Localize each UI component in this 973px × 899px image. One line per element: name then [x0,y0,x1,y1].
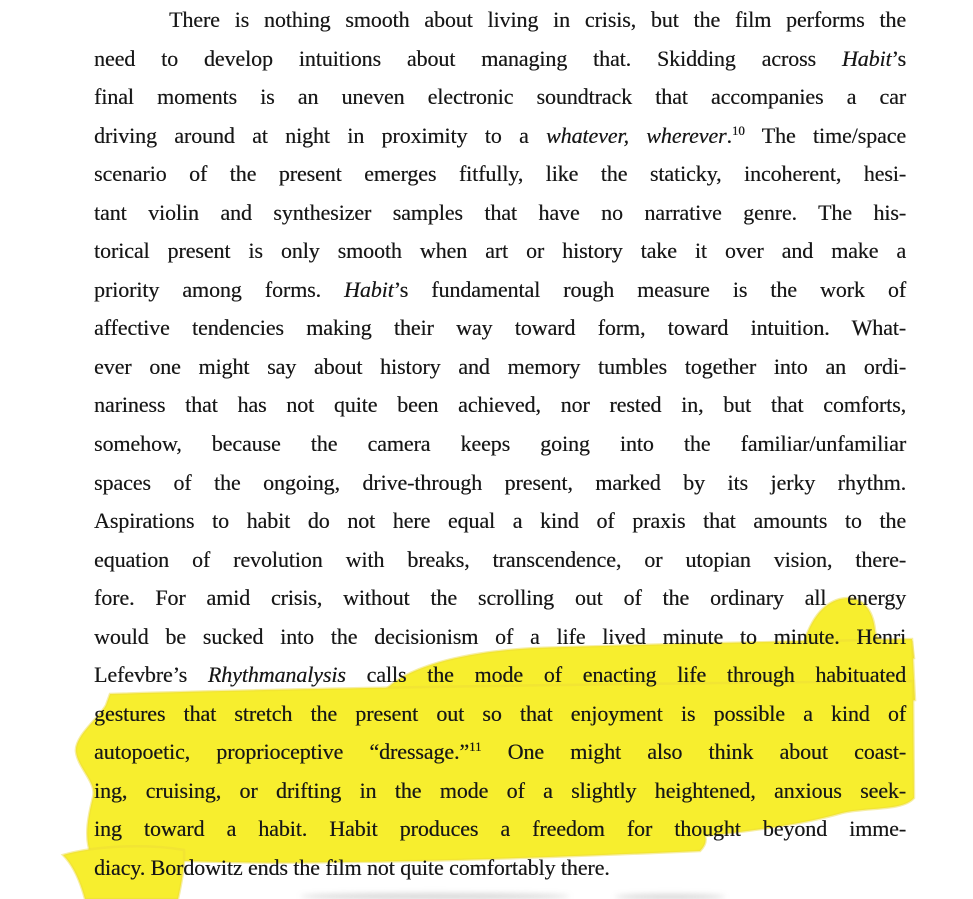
text-segment: scenario of the present emerges fitfully, like the staticky, incoherent, hesi- [94,161,906,187]
text-line [94,232,906,271]
text-segment: ever one might say about history and memory tumbles together into an ordi- [94,353,906,379]
text-line [94,618,906,657]
text-line [94,695,906,734]
text-segment: torical present is only smooth when art or history take it over and make a [94,238,906,264]
text-line [94,464,906,503]
text-line [94,425,906,464]
paragraph [94,1,906,888]
text-line [94,117,906,156]
text-segment: tant violin and synthesizer samples that have no narrative genre. The his- [94,199,906,225]
text-line [94,772,906,811]
text-line [94,656,906,695]
text-line [94,40,906,79]
text-segment: The time/space [744,122,906,148]
scan-smudge [300,893,570,899]
text-segment: diacy. Bordowitz ends the film not quite comfortably there. [94,855,610,881]
text-line [94,309,906,348]
text-segment: Rhythmanalysis [207,662,346,688]
text-line [94,502,906,541]
text-segment: somehow, because the camera keeps going into the familiar/unfamiliar [94,431,906,457]
text-segment: ’s fundamental rough measure is the work of [393,276,906,302]
text-line [94,1,906,40]
text-segment: whatever, wherever [546,122,727,148]
text-line [94,849,906,888]
text-segment: There is nothing smooth about living in crisis, but the film performs the [169,7,906,32]
text-segment: Lefevbre’s [94,662,208,688]
text-line [94,271,906,310]
text-line [94,541,906,580]
text-line [94,194,906,233]
text-segment: ’s [891,45,906,71]
text-segment: would be sucked into the decisionism of a life lived minute to minute. Henri [94,623,906,649]
text-segment: One might also think about coast- [481,739,906,765]
text-segment: . [726,122,732,148]
text-segment: gestures that stretch the present out so that enjoyment is possible a kind of [94,700,906,726]
text-line [94,155,906,194]
text-line [94,579,906,618]
text-segment: equation of revolution with breaks, transcendence, or utopian vision, there- [94,546,906,572]
footnote-marker: 10 [731,122,745,138]
text-line [94,348,906,387]
text-segment: affective tendencies making their way toward form, toward intuition. What- [94,315,906,341]
text-line [94,386,906,425]
text-segment: autopoetic, proprioceptive “dressage.” [94,739,470,765]
text-segment: priority among forms. [94,276,345,302]
text-segment: Habit [344,276,394,302]
text-segment: ing, cruising, or drifting in the mode of a slightly heightened, anxious seek- [94,777,906,803]
text-segment: Aspirations to habit do not here equal a kind of praxis that amounts to the [94,508,906,534]
text-segment: driving around at night in proximity to a [94,122,547,148]
text-segment: calls the mode of enacting life through habituated [345,662,906,688]
text-segment: fore. For amid crisis, without the scrolling out of the ordinary all energy [94,585,906,611]
footnote-marker: 11 [469,739,482,755]
text-segment: need to develop intuitions about managing that. Skidding across [94,45,842,71]
text-line [94,733,906,772]
text-segment: Habit [841,45,892,71]
text-segment: final moments is an uneven electronic soundtrack that accompanies a car [94,84,906,110]
text-line [94,810,906,849]
text-segment: nariness that has not quite been achieved, nor rested in, but that comforts, [94,392,906,418]
text-segment: ing toward a habit. Habit produces a freedom for thought beyond imme- [94,816,906,842]
scan-smudge [615,894,725,899]
text-segment: spaces of the ongoing, drive-through present, marked by its jerky rhythm. [94,469,906,495]
text-line [94,78,906,117]
